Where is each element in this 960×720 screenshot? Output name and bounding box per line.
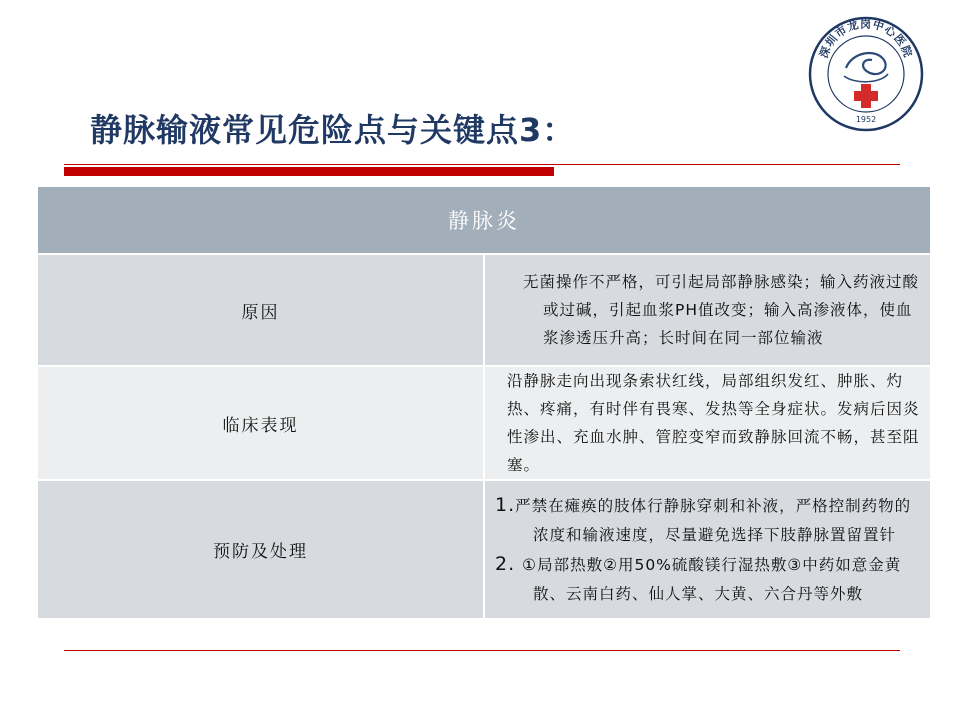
item-text: ①局部热敷②用50%硫酸镁行湿热敷③中药如意金黄散、云南白药、仙人掌、大黄、六合丹等外敷 bbox=[522, 555, 902, 603]
row-label-cause: 原因 bbox=[38, 254, 484, 366]
cause-text: 无菌操作不严格，可引起局部静脉感染；输入药液过酸或过碱，引起血浆PH值改变；输入高渗液体，使血浆渗透压升高；长时间在同一部位输液 bbox=[523, 273, 920, 347]
row-label-prevention: 预防及处理 bbox=[38, 480, 484, 618]
row-content-clinical bbox=[484, 366, 930, 480]
prevention-item bbox=[485, 550, 930, 609]
title-rule bbox=[64, 164, 900, 165]
table-row bbox=[38, 254, 930, 366]
table-row bbox=[38, 366, 930, 480]
prevention-item bbox=[485, 491, 930, 550]
clinical-text: 沿静脉走向出现条索状红线，局部组织发红、肿胀、灼热、疼痛，有时伴有畏寒、发热等全身症状。发病后因炎性渗出、充血水肿、管腔变窄而致静脉回流不畅，甚至阻塞。 bbox=[507, 372, 920, 474]
row-content-cause bbox=[484, 254, 930, 366]
item-text: 严禁在瘫痪的肢体行静脉穿刺和补液，严格控制药物的浓度和输液速度，尽量避免选择下肢静脉置留置针 bbox=[515, 496, 912, 544]
row-label-clinical: 临床表现 bbox=[38, 366, 484, 480]
table-row bbox=[38, 480, 930, 618]
row-content-prevention bbox=[484, 480, 930, 618]
item-number: 1. bbox=[495, 493, 516, 516]
logo-name: 深圳市龙岗中心医院 bbox=[817, 17, 915, 60]
logo-year: 1952 bbox=[855, 115, 877, 124]
risk-table bbox=[38, 187, 930, 618]
title-accent-bar bbox=[64, 167, 554, 176]
table-header: 静脉炎 bbox=[38, 187, 930, 254]
footer-rule bbox=[64, 650, 900, 651]
hospital-logo bbox=[806, 14, 926, 134]
slide-title: 静脉输液常见危险点与关键点3： bbox=[90, 111, 576, 149]
item-number: 2. bbox=[495, 552, 523, 575]
